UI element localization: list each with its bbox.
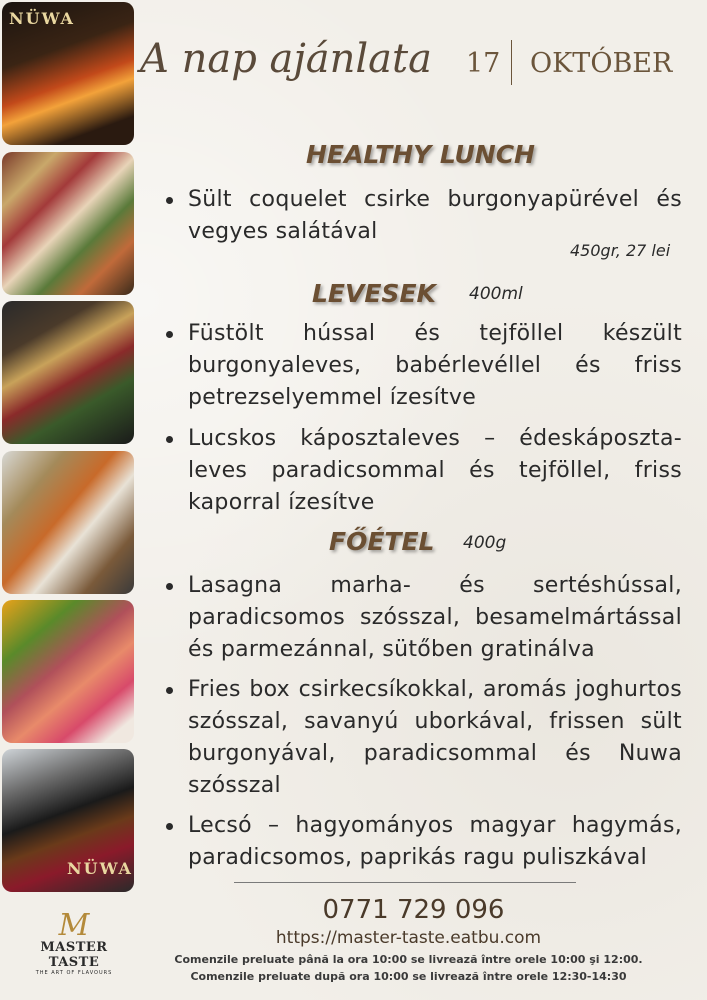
menu-item: Lucskos káposztaleves – édeskáposzta-leves paradicsommal és tejföllel, friss kaporral ízesítve <box>188 423 682 519</box>
section-title-soups: LEVESEK <box>312 279 436 308</box>
nuwa-logo-bottom: NÜWA <box>67 859 133 878</box>
website-url: https://master-taste.eatbu.com <box>275 928 542 948</box>
section-title-healthy: HEALTHY LUNCH <box>306 140 535 169</box>
photo-roast-meat-salad <box>2 600 134 743</box>
delivery-note-1: Comenzile preluate până la ora 10:00 se livrează între orele 10:00 şi 12:00. <box>174 953 643 966</box>
phone-number: 0771 729 096 <box>322 895 505 925</box>
photo-appetizer-cups <box>2 451 134 594</box>
portion-mains: 400g <box>463 533 507 553</box>
photo-catering-platter <box>2 152 134 295</box>
footer-divider <box>234 882 576 883</box>
photo-plated-dish <box>2 301 134 444</box>
date-day: 17 <box>466 48 501 79</box>
price-label: 450gr, 27 lei <box>570 241 671 260</box>
menu-item: Lasagna marha- és sertéshússal, paradicsomos szósszal, besamelmártással és parmezánnal, sütőben gratinálva <box>188 570 682 666</box>
menu-item: Füstölt hússal és tejföllel készült burgonyaleves, babérlevéllel és friss petrezselyemmel ízesítve <box>188 318 682 414</box>
menu-item: Sült coquelet csirke burgonyapürével és vegyes salátával <box>188 184 682 248</box>
master-taste-mark: M <box>58 908 90 943</box>
page-title: A nap ajánlata <box>140 36 432 82</box>
date-divider <box>511 40 512 85</box>
section-title-mains: FŐÉTEL <box>329 527 435 556</box>
portion-soups: 400ml <box>469 284 523 304</box>
menu-item: Lecsó – hagyományos magyar hagymás, paradicsomos, paprikás ragu puliszkával <box>188 810 682 874</box>
date-month: OKTÓBER <box>530 48 673 79</box>
master-taste-tagline: THE ART OF FLAVOURS <box>35 970 113 976</box>
delivery-note-2: Comenzile preluate după ora 10:00 se livrează între orele 12:30-14:30 <box>190 970 627 983</box>
menu-item: Fries box csirkecsíkokkal, aromás joghurtos szósszal, savanyú uborkával, frissen sült burgonyával, paradicsommal és Nuwa szósszal <box>188 674 682 802</box>
nuwa-logo-top: NÜWA <box>9 9 75 28</box>
master-taste-logo <box>14 908 134 976</box>
master-taste-name: MASTER TASTE <box>40 940 108 970</box>
